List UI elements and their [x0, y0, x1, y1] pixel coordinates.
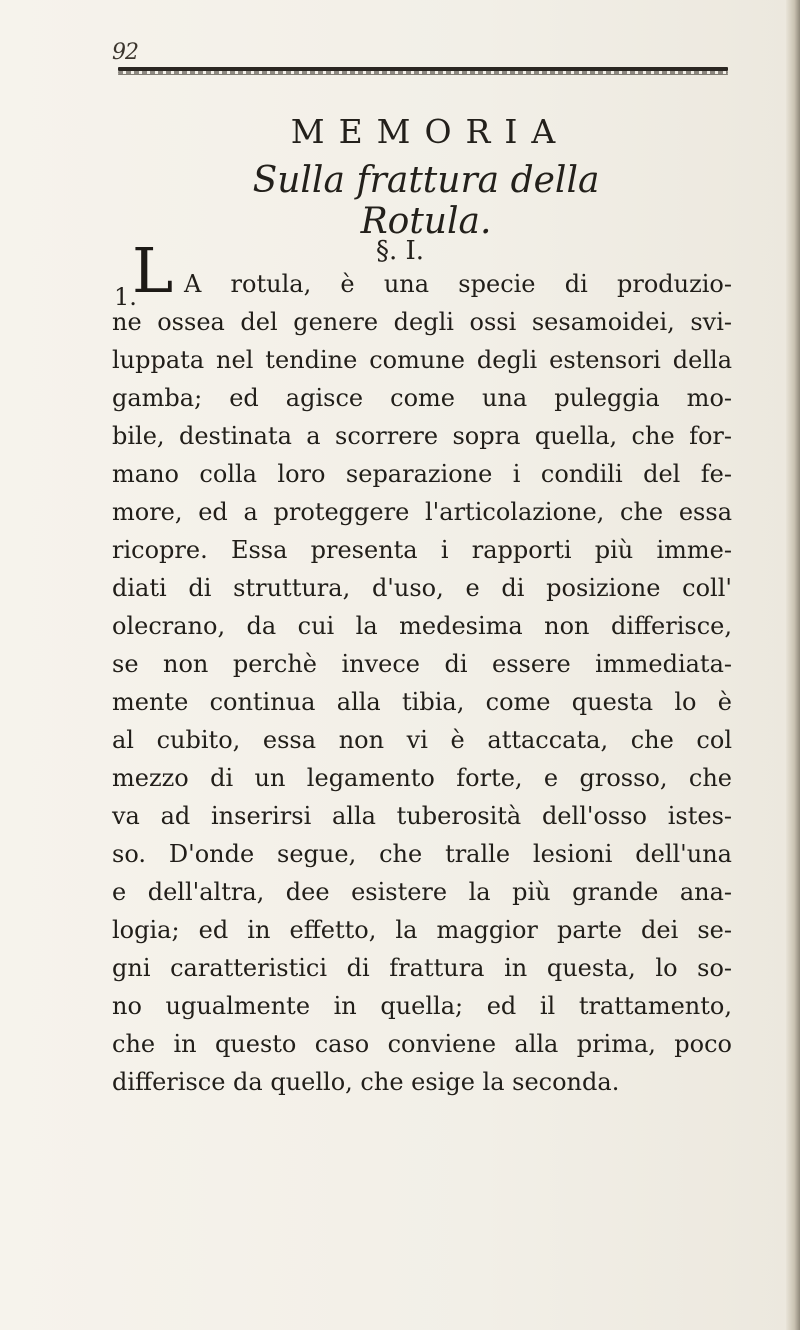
text-line: va ad inserirsi alla tuberosità dell'osso istes- [112, 802, 732, 830]
text-line: olecrano, da cui la medesima non differisce, [112, 612, 732, 640]
page-number: 92 [112, 40, 138, 65]
page-subtitle: Sulla frattura della Rotula. [252, 160, 600, 242]
text-line: gni caratteristici di frattura in questa, lo so- [112, 954, 732, 982]
section-heading: §. I. [375, 236, 425, 266]
text-line: A rotula, è una specie di produzio- [184, 270, 732, 298]
text-line: more, ed a proteggere l'articolazione, che essa [112, 498, 732, 526]
text-line: mente continua alla tibia, come questa lo è [112, 688, 732, 716]
text-line: che in questo caso conviene alla prima, poco [112, 1030, 732, 1058]
text-line: no ugualmente in quella; ed il trattamento, [112, 992, 732, 1020]
text-line: ricopre. Essa presenta i rapporti più imme- [112, 536, 732, 564]
text-line: se non perchè invece di essere immediata- [112, 650, 732, 678]
text-line: so. D'onde segue, che tralle lesioni dell'una [112, 840, 732, 868]
header-rule-thin [118, 74, 728, 75]
text-line: al cubito, essa non vi è attaccata, che col [112, 726, 732, 754]
text-line: e dell'altra, dee esistere la più grande ana- [112, 878, 732, 906]
text-line: mezzo di un legamento forte, e grosso, che [112, 764, 732, 792]
page-edge-shadow [786, 0, 800, 1330]
text-line: differisce da quello, che esige la seconda. [112, 1068, 620, 1096]
paragraph-number: 1. [114, 283, 137, 311]
text-line: bile, destinata a scorrere sopra quella, che for- [112, 422, 732, 450]
text-line: luppata nel tendine comune degli estensori della [112, 346, 732, 374]
drop-cap-letter: L [132, 234, 174, 307]
text-line: gamba; ed agisce come una puleggia mo- [112, 384, 732, 412]
text-line: ne ossea del genere degli ossi sesamoidei, svi- [112, 308, 732, 336]
page-title: MEMORIA [290, 112, 570, 151]
text-line: diati di struttura, d'uso, e di posizione coll' [112, 574, 732, 602]
text-line: mano colla loro separazione i condili del fe- [112, 460, 732, 488]
text-line: logia; ed in effetto, la maggior parte dei se- [112, 916, 732, 944]
